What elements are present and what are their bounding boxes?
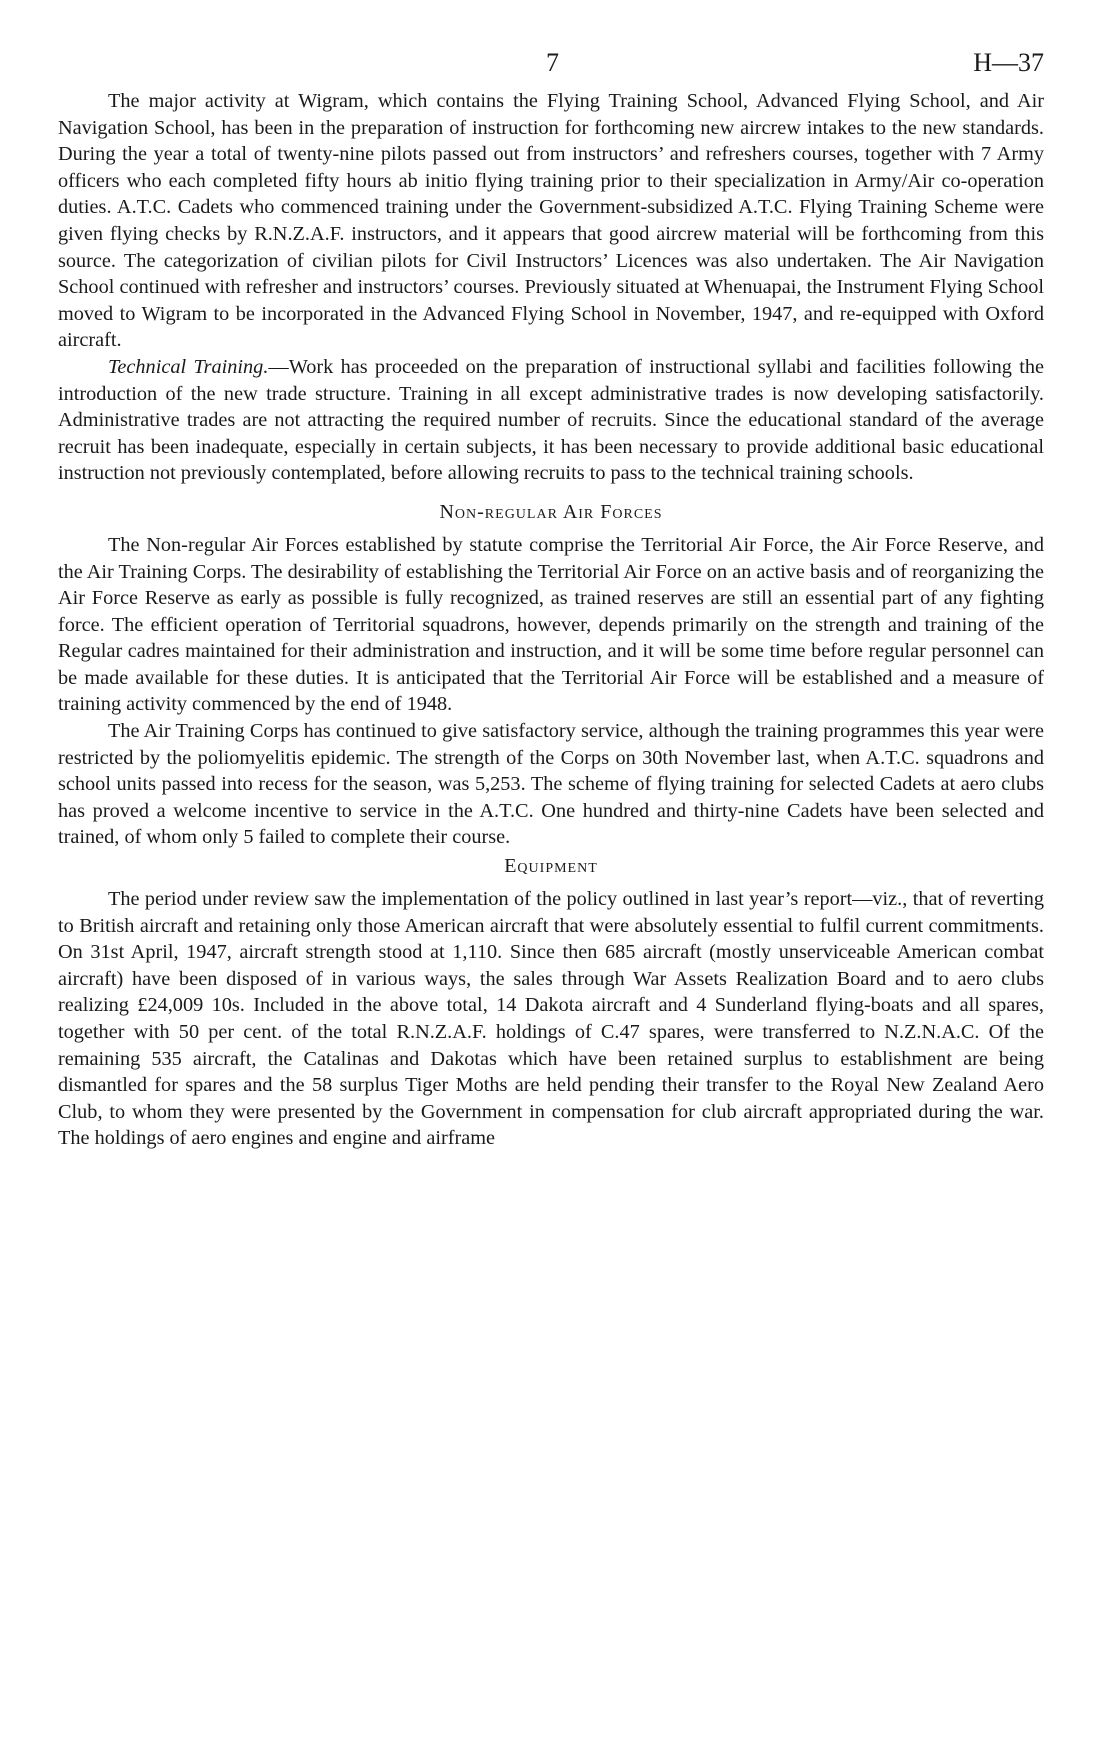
page-header [58, 48, 1044, 88]
non-regular-paragraph-1: The Non-regular Air Forces established by statute comprise the Territorial Air Force, the Air Force Reserve, and the Air Training Corps. The desirability of establishing the Territorial Air Force on an active basis and of reorganizing the Air Force Reserve as early as possible is fully recognized, as trained reserves are still an essential part of any fighting force. The efficient operation of Territorial squadrons, however, depends primarily on the strength and training of the Regular cadres maintained for their administration and instruction, and it will be some time before regular personnel can be made available for these duties. It is anticipated that the Territorial Air Force will be established and a measure of training activity commenced by the end of 1948. [58, 533, 1044, 716]
wigram-paragraph: The major activity at Wigram, which contains the Flying Training School, Advanced Flying School, and Air Navigation School, has been in the preparation of instruction for forthcoming new aircrew intakes to the new standards. During the year a total of twenty-nine pilots passed out from instructors’ and refreshers courses, together with 7 Army officers who each completed fifty hours ab initio flying training prior to their specialization in Army/Air co-operation duties. A.T.C. Cadets who commenced training under the Government-subsidized A.T.C. Flying Training Scheme were given flying checks by R.N.Z.A.F. instructors, and it appears that good aircrew material will be forthcoming from this source. The categorization of civilian pilots for Civil Instructors’ Licences was also undertaken. The Air Navigation School continued with refresher and instructors’ courses. Previously situated at Whenuapai, the Instrument Flying School moved to Wigram to be incorporated in the Advanced Flying School in November, 1947, and re-equipped with Oxford aircraft. [58, 90, 1044, 352]
section-heading-non-regular: Non-regular Air Forces [439, 500, 663, 523]
section-heading-equipment: Equipment [504, 855, 598, 878]
non-regular-paragraph-2: The Air Training Corps has continued to give satisfactory service, although the training programmes this year were restricted by the poliomyelitis epidemic. The strength of the Corps on 30th November last, when A.T.C. squadrons and school units passed into recess for the season, was 5,253. The scheme of flying training for selected Cadets at aero clubs has proved a welcome incentive to service in the A.T.C. One hundred and thirty-nine Cadets have been selected and trained, of whom only 5 failed to complete their course. [58, 720, 1044, 849]
technical-training-paragraph [58, 354, 1044, 487]
technical-training-heading: Technical Training. [108, 355, 269, 378]
page-number: 7 [546, 48, 559, 77]
document-code: H—37 [973, 48, 1044, 77]
equipment-paragraph: The period under review saw the implementation of the policy outlined in last year’s report—viz., that of reverting to British aircraft and retaining only those American aircraft that were absolutely essential to fulfil current commitments. On 31st April, 1947, aircraft strength stood at 1,110. Since then 685 aircraft (mostly unserviceable American combat aircraft) have been disposed of in various ways, the sales through War Assets Realization Board and to aero clubs realizing £24,009 10s. Included in the above total, 14 Dakota aircraft and 4 Sunderland flying-boats and all spares, together with 50 per cent. of the total R.N.Z.A.F. holdings of C.47 spares, were transferred to N.Z.N.A.C. Of the remaining 535 aircraft, the Catalinas and Dakotas which have been retained surplus to establishment are being dismantled for spares and the 58 surplus Tiger Moths are held pending their transfer to the Royal New Zealand Aero Club, to whom they were presented by the Government in compensation for club aircraft appropriated during the war. The holdings of aero engines and engine and airframe [58, 888, 1044, 1150]
document-page [58, 48, 1044, 1152]
technical-training-text: —Work has proceeded on the preparation of instructional syllabi and facilities following the introduction of the new trade structure. Training in all except administrative trades is now developing satisfactorily. Administrative trades are not attracting the required number of recruits. Since the educational standard of the average recruit has been inadequate, especially in certain subjects, it has been necessary to provide additional basic educational instruction not previously contemplated, before allowing recruits to pass to the technical training schools. [58, 355, 1045, 485]
